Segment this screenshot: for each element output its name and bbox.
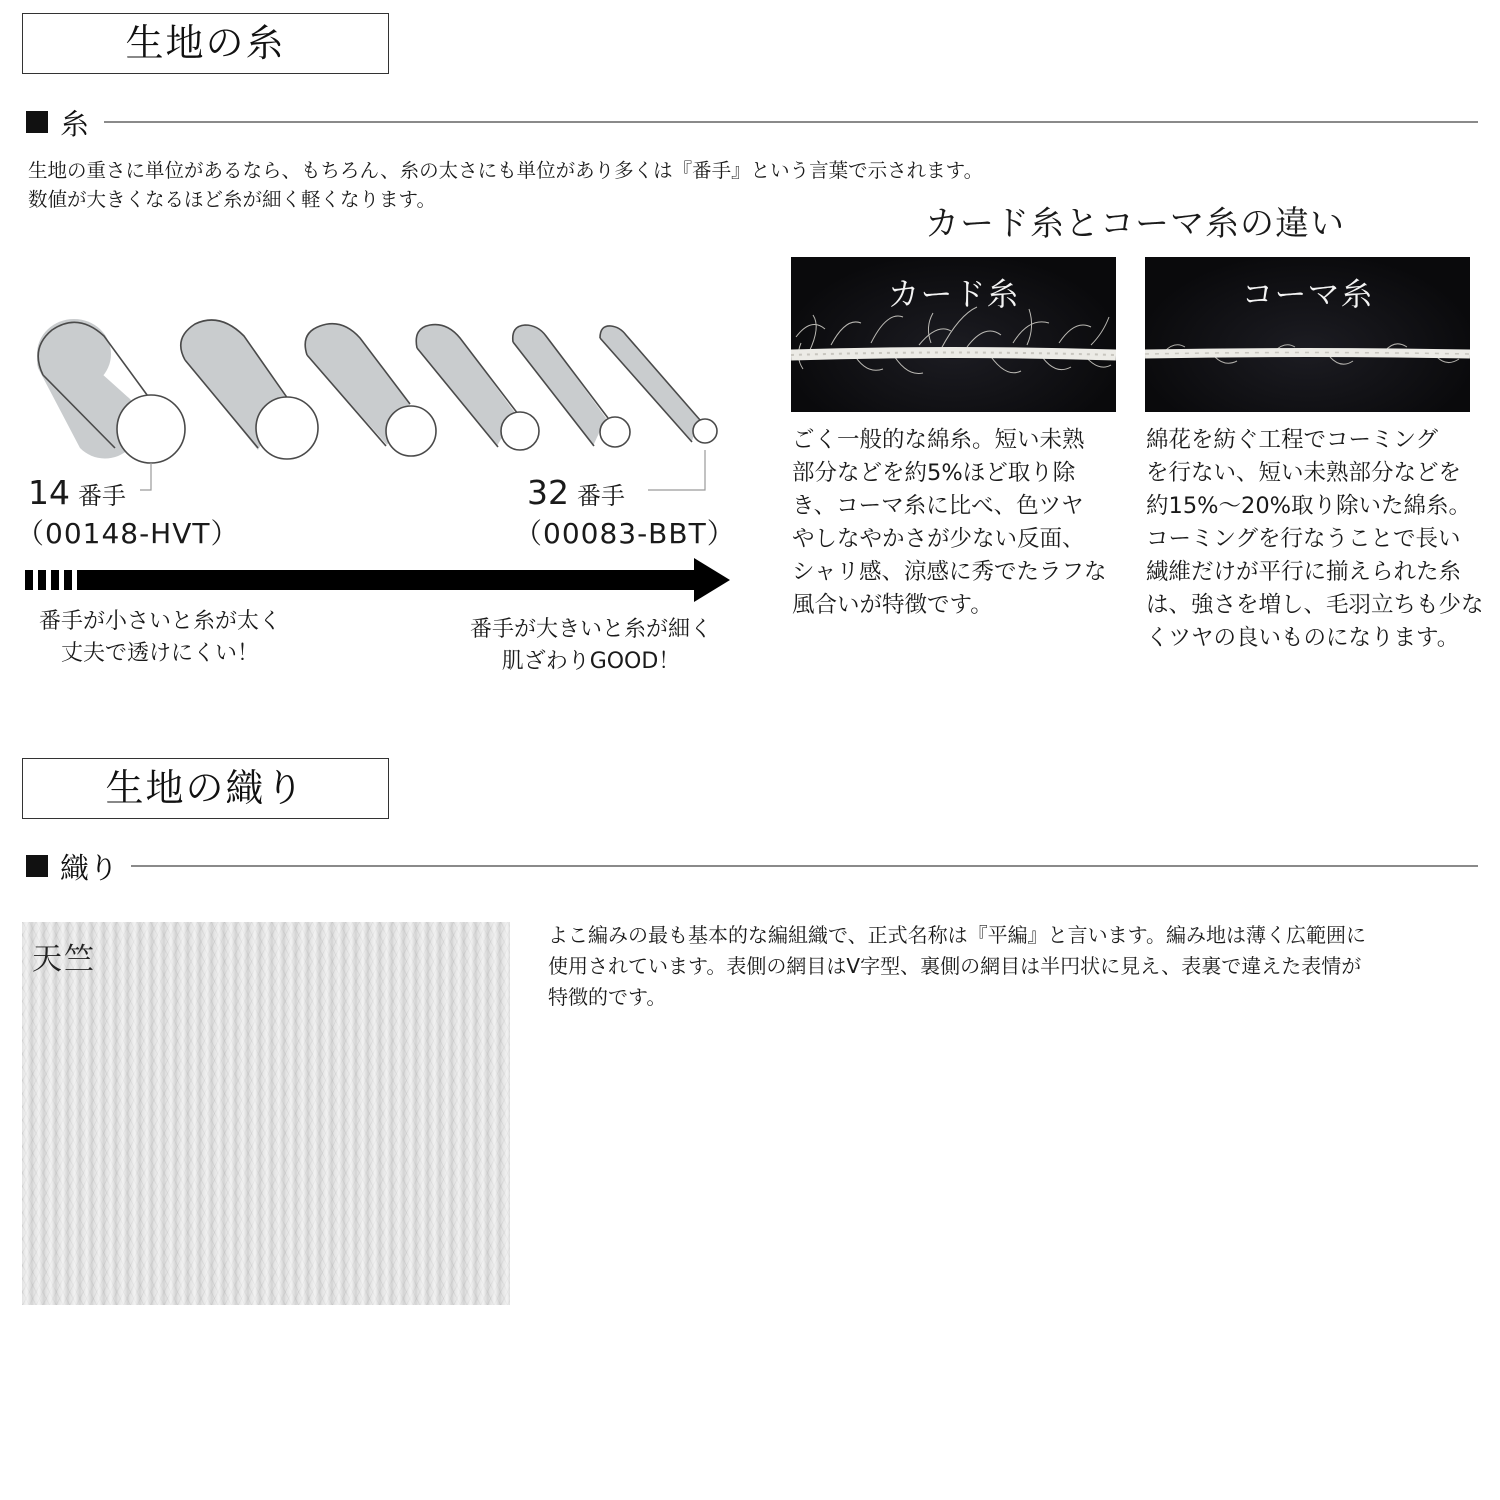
note-thick-yarn	[30, 606, 290, 670]
combed-desc-line-7: くツヤの良いものになります。	[1146, 625, 1460, 651]
card-yarn-label: カード糸	[887, 275, 1020, 313]
count-label-thin	[527, 473, 625, 512]
card-desc-line-5: シャリ感、涼感に秀でたラフな	[792, 559, 1107, 585]
card-desc-line-1: ごく一般的な綿糸。短い未熟	[792, 427, 1085, 453]
note-thick-line-1: 番手が小さいと糸が太く	[38, 609, 281, 634]
combed-desc-line-1: 綿花を紡ぐ工程でコーミング	[1146, 427, 1439, 453]
note-thin-line-2: 肌ざわりGOOD！	[501, 649, 681, 674]
yarn-thickness-illustration	[0, 300, 760, 500]
combed-yarn-photo	[1145, 257, 1470, 412]
note-thin-line-1: 番手が大きいと糸が細く	[469, 617, 712, 642]
card-desc-line-4: やしなやかさが少ない反面、	[792, 526, 1085, 552]
subhead-yarn-label: 糸	[60, 106, 90, 141]
count-label-thick	[28, 473, 126, 512]
combed-desc-line-4: コーミングを行なうことで長い	[1146, 526, 1461, 552]
direction-arrow-icon	[22, 556, 734, 604]
compare-title: カード糸とコーマ糸の違い	[925, 204, 1345, 244]
subhead-rule	[131, 865, 1478, 867]
product-code-thin: （00083-BBT）	[514, 517, 736, 550]
note-thick-line-2: 丈夫で透けにくい！	[60, 641, 259, 666]
section-title-weave: 生地の織り	[22, 758, 389, 819]
weave-desc-line-2: 使用されています。表側の網目はV字型、裏側の網目は半円状に見え、表裏で違えた表情が	[548, 954, 1362, 978]
subhead-weave	[26, 846, 118, 886]
intro-line-2: 数値が大きくなるほど糸が細く軽くなります。	[28, 188, 436, 211]
note-thin-yarn	[460, 614, 722, 678]
combed-desc-line-3: 約15%～20%取り除いた綿糸。	[1146, 493, 1472, 519]
weave-desc-line-3: 特徴的です。	[548, 985, 667, 1009]
card-yarn-description	[792, 424, 1132, 622]
card-desc-line-2: 部分などを約5%ほど取り除	[792, 460, 1076, 486]
card-yarn-photo	[791, 257, 1116, 412]
square-bullet-icon	[26, 855, 48, 877]
product-code-thick: （00148-HVT）	[16, 517, 240, 550]
combed-desc-line-5: 繊維だけが平行に揃えられた糸	[1146, 559, 1462, 585]
count-number-thick: 14	[28, 473, 70, 512]
subhead-yarn	[26, 102, 89, 142]
weave-description	[548, 920, 1483, 1013]
weave-desc-line-1: よこ編みの最も基本的な編組織で、正式名称は『平編』と言います。編み地は薄く広範囲に	[548, 923, 1366, 947]
card-desc-line-3: き、コーマ糸に比べ、色ツヤ	[792, 493, 1084, 519]
jersey-knit-photo	[22, 922, 510, 1305]
combed-yarn-description	[1146, 424, 1486, 655]
section-title-yarn: 生地の糸	[22, 13, 389, 74]
intro-line-1: 生地の重さに単位があるなら、もちろん、糸の太さにも単位があり多くは『番手』という言葉で示されます。	[28, 159, 984, 182]
fabric-label: 天竺	[32, 942, 96, 977]
count-number-thin: 32	[527, 473, 569, 512]
yarn-cylinder-14-icon	[37, 319, 185, 463]
yarn-cylinder-2-icon	[181, 320, 318, 459]
combed-desc-line-6: は、強さを増し、毛羽立ちも少な	[1146, 592, 1484, 618]
combed-yarn-label: コーマ糸	[1241, 275, 1374, 313]
count-unit-thick: 番手	[78, 482, 126, 510]
count-unit-thin: 番手	[577, 482, 625, 510]
subhead-weave-label: 織り	[60, 850, 119, 885]
card-desc-line-6: 風合いが特徴です。	[792, 592, 993, 618]
square-bullet-icon	[26, 111, 48, 133]
combed-desc-line-2: を行ない、短い未熟部分などを	[1146, 460, 1462, 486]
subhead-rule	[104, 121, 1478, 123]
